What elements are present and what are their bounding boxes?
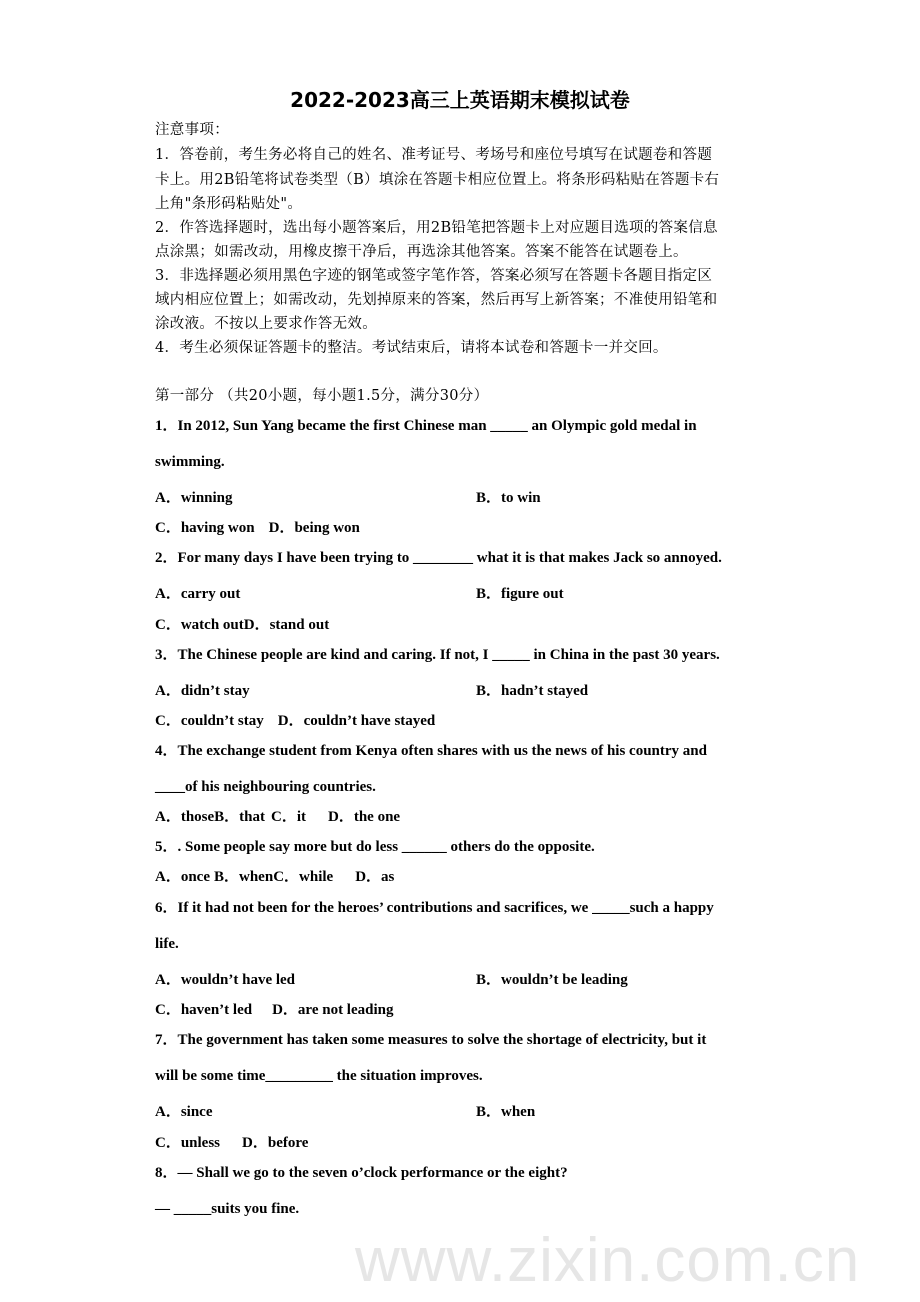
question-stem: 1．In 2012, Sun Yang became the first Chinese man _____ an Olympic gold medal in bbox=[155, 418, 697, 434]
question-stem: will be some time_________ the situation improves. bbox=[155, 1068, 483, 1084]
option-c: C．it bbox=[271, 809, 307, 825]
option-b: B．when bbox=[476, 1104, 536, 1120]
option-c: C．unless bbox=[155, 1135, 221, 1151]
option-a: A．winning bbox=[155, 490, 233, 506]
option-d: D．couldn’t have stayed bbox=[277, 713, 436, 729]
option-c: C．while bbox=[273, 869, 334, 885]
notice-line: 3．非选择题必须用黑色字迹的钢笔或签字笔作答，答案必须写在答题卡各题目指定区 bbox=[155, 268, 713, 284]
question-stem: — _____suits you fine. bbox=[155, 1201, 300, 1217]
notice-line: 1．答卷前，考生务必将自己的姓名、准考证号、考场号和座位号填写在试题卷和答题 bbox=[155, 147, 713, 163]
notice-line: 上角"条形码粘贴处"。 bbox=[155, 196, 303, 212]
notice-heading: 注意事项： bbox=[155, 122, 229, 138]
option-c: C．watch out bbox=[155, 617, 244, 633]
option-b: B．figure out bbox=[476, 586, 564, 602]
option-b: B．hadn’t stayed bbox=[476, 683, 589, 699]
notice-line: 卡上。用2B铅笔将试卷类型（B）填涂在答题卡相应位置上。将条形码粘贴在答题卡右 bbox=[155, 172, 720, 188]
option-c: C．couldn’t stay bbox=[155, 713, 264, 729]
option-a: A．once bbox=[155, 869, 210, 885]
question-stem: ____of his neighbouring countries. bbox=[155, 779, 376, 795]
option-a: A．carry out bbox=[155, 586, 241, 602]
option-b: B．wouldn’t be leading bbox=[476, 972, 628, 988]
option-d: D．are not leading bbox=[272, 1002, 394, 1018]
option-b: B．when bbox=[214, 869, 274, 885]
option-d: D．the one bbox=[328, 809, 401, 825]
notice-line: 点涂黑；如需改动，用橡皮擦干净后，再选涂其他答案。答案不能答在试题卷上。 bbox=[155, 244, 688, 260]
option-d: D．being won bbox=[268, 520, 360, 536]
question-stem: 5．. Some people say more but do less ______ others do the opposite. bbox=[155, 839, 595, 855]
option-d: D．before bbox=[242, 1135, 309, 1151]
option-c: C．having won bbox=[155, 520, 255, 536]
notice-line: 涂改液。不按以上要求作答无效。 bbox=[155, 316, 377, 332]
option-a: A．wouldn’t have led bbox=[155, 972, 296, 988]
option-a: A．since bbox=[155, 1104, 213, 1120]
question-stem: 6．If it had not been for the heroes’ contributions and sacrifices, we _____such a happy bbox=[155, 900, 714, 916]
option-a: A．didn’t stay bbox=[155, 683, 250, 699]
watermark: www.zixin.com.cn bbox=[355, 1226, 861, 1295]
question-stem: 7．The government has taken some measures to solve the shortage of electricity, but it bbox=[155, 1032, 707, 1048]
notice-line: 域内相应位置上；如需改动，先划掉原来的答案，然后再写上新答案；不准使用铅笔和 bbox=[155, 292, 718, 308]
question-stem: 4．The exchange student from Kenya often shares with us the news of his country and bbox=[155, 743, 707, 759]
option-d: D．stand out bbox=[243, 617, 330, 633]
question-stem: 2．For many days I have been trying to ________ what it is that makes Jack so annoyed. bbox=[155, 550, 722, 566]
section-heading: 第一部分 （共20小题，每小题1.5分，满分30分） bbox=[155, 388, 489, 404]
option-a: A．those bbox=[155, 809, 215, 825]
option-d: D．as bbox=[355, 869, 395, 885]
question-stem: 8．— Shall we go to the seven o’clock performance or the eight? bbox=[155, 1165, 568, 1181]
question-stem: swimming. bbox=[155, 454, 225, 470]
option-c: C．haven’t led bbox=[155, 1002, 253, 1018]
option-b: B．that bbox=[214, 809, 266, 825]
question-stem: life. bbox=[155, 936, 179, 952]
option-b: B．to win bbox=[476, 490, 541, 506]
question-stem: 3．The Chinese people are kind and caring. If not, I _____ in China in the past 30 years. bbox=[155, 647, 720, 663]
page-title: 2022-2023高三上英语期末模拟试卷 bbox=[290, 88, 630, 112]
notice-line: 4．考生必须保证答题卡的整洁。考试结束后，请将本试卷和答题卡一并交回。 bbox=[155, 340, 668, 356]
notice-line: 2．作答选择题时，选出每小题答案后，用2B铅笔把答题卡上对应题目选项的答案信息 bbox=[155, 220, 718, 236]
